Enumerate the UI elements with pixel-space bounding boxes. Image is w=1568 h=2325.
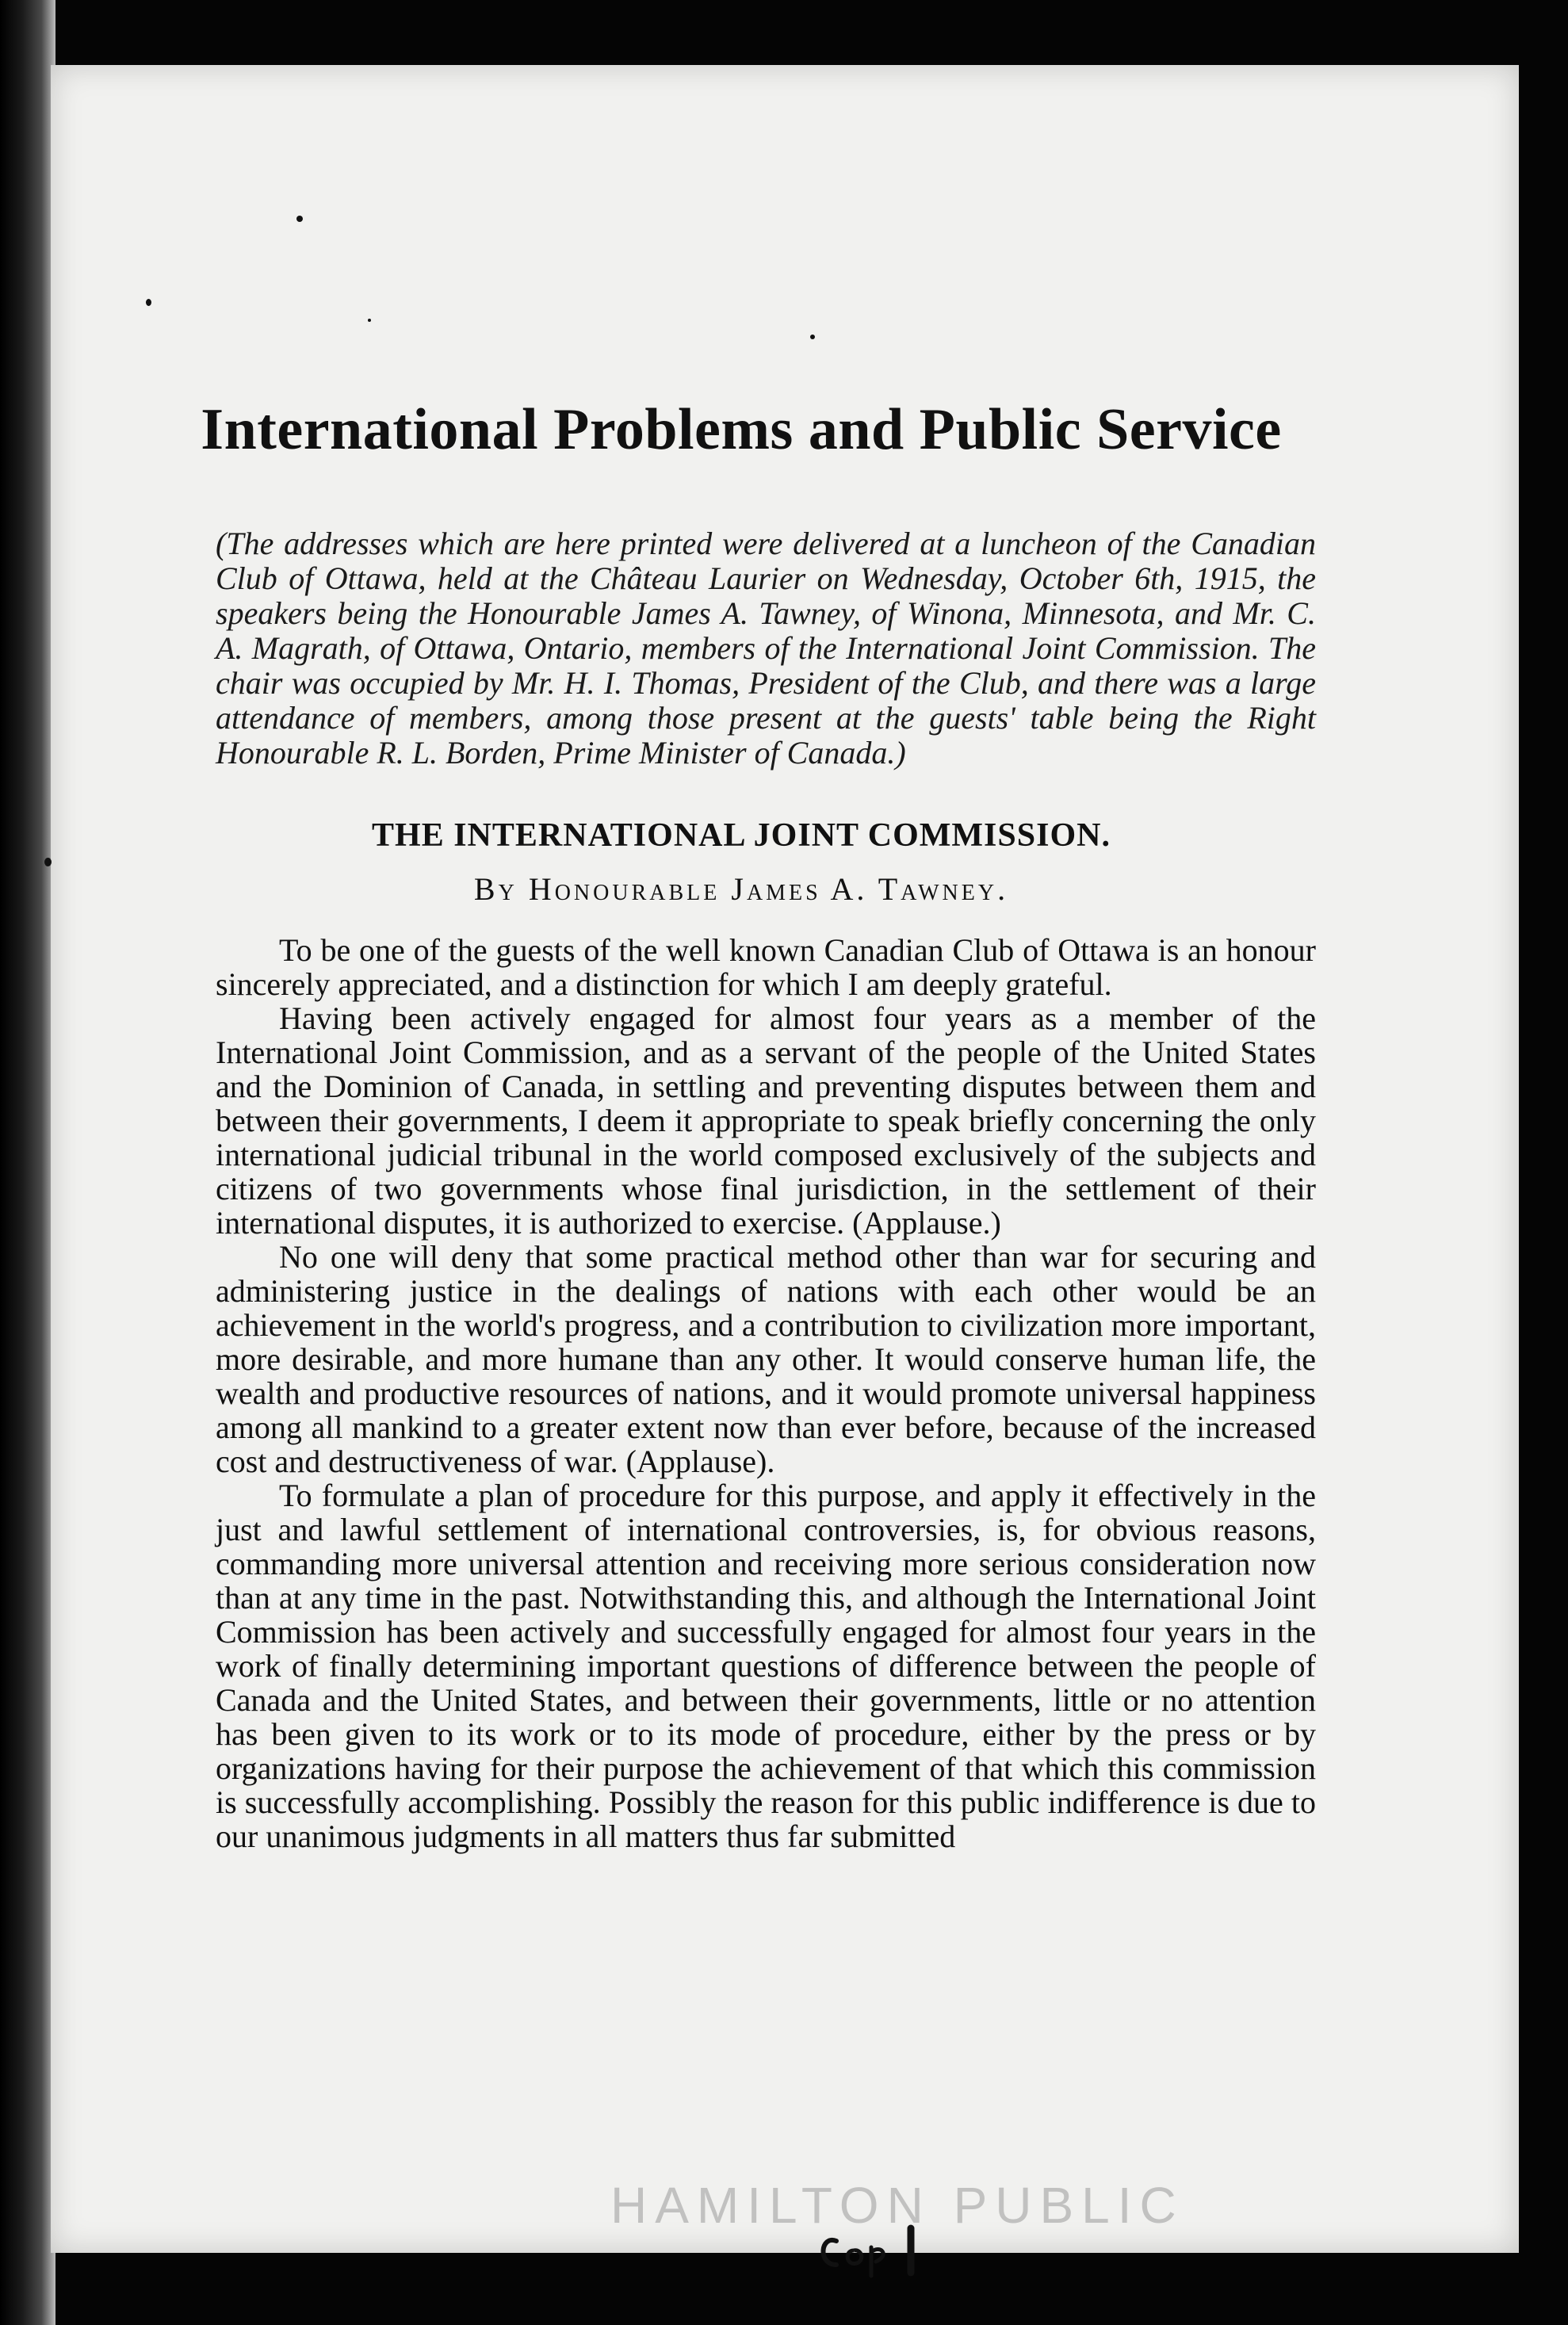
body-paragraph: To be one of the guests of the well known Canadian Club of Ottawa is an honour sincerely appreciated, and a distinction for which I am deeply grateful.: [216, 932, 1316, 1002]
body-paragraph: Having been actively engaged for almost four years as a member of the International Joint Commission, and as a servant of the people of the United States and the Dominion of Canada, in settling and preventing disputes between them and between their governments, I deem it appropriate to speak briefly concerning the only international judicial tribunal in the world composed exclusively of the subjects and citizens of two governments whose final jurisdiction, in the settlement of their international disputes, it is authorized to exercise. (Applause.): [216, 1000, 1316, 1241]
speck-mark: [146, 299, 151, 306]
body-paragraph: To formulate a plan of procedure for this purpose, and apply it effectively in the just and lawful settlement of international controversies, is, for obvious reasons, commanding more universal attention and receiving more serious consideration now than at any time in the past. Notwithstanding this, and although the International Joint Commission has been actively and successfully engaged for almost four years in the work of finally determining important questions of difference between the people of Canada and the United States, and between their governments, little or no attention has been given to its work or to its mode of procedure, either by the press or by organizations having for their purpose the achievement of that which this commission is successfully accomplishing. Possibly the reason for this public indifference is due to our unanimous judgments in all matters thus far submitted: [216, 1478, 1316, 1854]
document-title: International Problems and Public Service: [201, 397, 1282, 462]
body-text: [216, 933, 1316, 1853]
document-content: [166, 301, 1316, 1853]
speck-mark: [296, 216, 303, 222]
section-heading: THE INTERNATIONAL JOINT COMMISSION.: [372, 817, 1111, 854]
library-stamp: HAMILTON PUBLIC: [610, 2177, 1184, 2234]
scan-binding-edge: [0, 0, 55, 2325]
handwritten-note: [813, 2224, 947, 2279]
speck-mark: [44, 858, 52, 866]
author-byline: By Honourable James A. Tawney.: [473, 871, 1009, 907]
intro-paragraph: (The addresses which are here printed were delivered at a luncheon of the Canadian Club of Ottawa, held at the Château Laurier on Wednesday, October 6th, 1915, the speakers being the Honourable James A. Tawney, of Winona, Minnesota, and Mr. C. A. Magrath, of Ottawa, Ontario, members of the International Joint Commission. The chair was occupied by Mr. H. I. Thomas, President of the Club, and there was a large attendance of members, among those present at the guests' table being the Right Honourable R. L. Borden, Prime Minister of Canada.): [216, 526, 1316, 771]
body-paragraph: No one will deny that some practical method other than war for securing and administering justice in the dealings of nations with each other would be an achievement in the world's progress, and a contribution to civilization more important, more desirable, and more humane than any other. It would conserve human life, the wealth and productive resources of nations, and it would promote universal happiness among all mankind to a greater extent now than ever before, because of the increased cost and destructiveness of war. (Applause).: [216, 1239, 1316, 1479]
